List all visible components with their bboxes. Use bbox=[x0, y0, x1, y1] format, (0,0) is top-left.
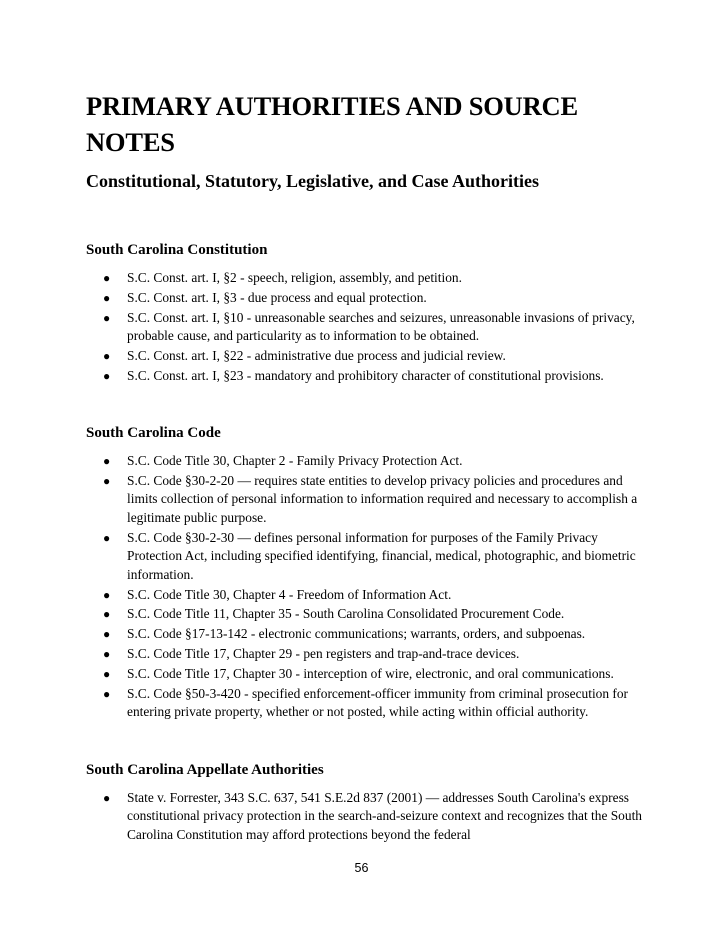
list-item-text: State v. Forrester, 343 S.C. 637, 541 S.E.2d 837 (2001) — addresses South Carolina's express constitutional privacy protection in the search-and-seizure context and recognizes that the South Carolina Constitution may afford protections beyond the federal bbox=[127, 789, 642, 842]
section-sc-appellate-authorities bbox=[86, 760, 646, 845]
list-item bbox=[86, 586, 646, 605]
list-item-text: S.C. Const. art. I, §10 - unreasonable searches and seizures, unreasonable invasions of privacy, probable cause, and particularity as to information to be obtained. bbox=[127, 309, 635, 344]
bullet-icon: ● bbox=[103, 310, 111, 325]
section-sc-code bbox=[86, 423, 646, 721]
authority-list bbox=[86, 789, 646, 845]
list-item bbox=[86, 452, 646, 471]
bullet-icon: ● bbox=[103, 530, 111, 545]
bullet-icon: ● bbox=[103, 348, 111, 363]
list-item bbox=[86, 645, 646, 664]
bullet-icon: ● bbox=[103, 290, 111, 305]
list-item-text: S.C. Code §30-2-30 — defines personal information for purposes of the Family Privacy Protection Act, including specified identifying, financial, medical, photographic, and biometric information. bbox=[127, 529, 636, 582]
list-item bbox=[86, 625, 646, 644]
bullet-icon: ● bbox=[103, 790, 111, 805]
page-title: PRIMARY AUTHORITIES AND SOURCE NOTES bbox=[86, 91, 578, 157]
list-item-text: S.C. Code §50-3-420 - specified enforcement-officer immunity from criminal prosecution for entering private property, whether or not posted, while acting within official authority. bbox=[127, 685, 629, 720]
list-item bbox=[86, 269, 646, 288]
list-item-text: S.C. Const. art. I, §3 - due process and equal protection. bbox=[127, 289, 427, 305]
list-item bbox=[86, 789, 646, 845]
list-item bbox=[86, 605, 646, 624]
section-heading: South Carolina Constitution bbox=[86, 242, 268, 258]
list-item-text: S.C. Code Title 30, Chapter 2 - Family Privacy Protection Act. bbox=[127, 453, 463, 469]
list-item-text: S.C. Code Title 11, Chapter 35 - South Carolina Consolidated Procurement Code. bbox=[127, 606, 565, 622]
list-item-text: S.C. Code Title 30, Chapter 4 - Freedom of Information Act. bbox=[127, 586, 452, 602]
list-item-text: S.C. Const. art. I, §22 - administrative due process and judicial review. bbox=[127, 347, 506, 363]
list-item bbox=[86, 529, 646, 585]
list-item bbox=[86, 685, 646, 722]
bullet-icon: ● bbox=[103, 473, 111, 488]
list-item bbox=[86, 665, 646, 684]
list-item-text: S.C. Const. art. I, §23 - mandatory and prohibitory character of constitutional provisions. bbox=[127, 367, 604, 383]
authority-list bbox=[86, 452, 646, 721]
bullet-icon: ● bbox=[103, 454, 111, 469]
list-item bbox=[86, 309, 646, 346]
bullet-icon: ● bbox=[103, 646, 111, 661]
list-item bbox=[86, 367, 646, 386]
page-subtitle: Constitutional, Statutory, Legislative, and Case Authorities bbox=[86, 171, 540, 191]
list-item-text: S.C. Code §17-13-142 - electronic communications; warrants, orders, and subpoenas. bbox=[127, 626, 586, 642]
list-item-text: S.C. Code Title 17, Chapter 30 - interception of wire, electronic, and oral communications. bbox=[127, 665, 614, 681]
list-item-text: S.C. Const. art. I, §2 - speech, religion, assembly, and petition. bbox=[127, 270, 462, 285]
page-content bbox=[86, 88, 646, 845]
bullet-icon: ● bbox=[103, 627, 111, 642]
bullet-icon: ● bbox=[103, 607, 111, 622]
bullet-icon: ● bbox=[103, 587, 111, 602]
section-heading: South Carolina Code bbox=[86, 425, 221, 442]
list-item-text: S.C. Code §30-2-20 — requires state entities to develop privacy policies and procedures and limits collection of personal information to information required and necessary to accomplish a legitimate public purpose. bbox=[127, 472, 638, 525]
bullet-icon: ● bbox=[103, 686, 111, 701]
bullet-icon: ● bbox=[103, 271, 111, 285]
section-sc-constitution bbox=[86, 240, 646, 385]
bullet-icon: ● bbox=[103, 666, 111, 681]
list-item bbox=[86, 289, 646, 308]
list-item-text: S.C. Code Title 17, Chapter 29 - pen registers and trap-and-trace devices. bbox=[127, 645, 520, 661]
list-item bbox=[86, 472, 646, 528]
list-item bbox=[86, 347, 646, 366]
page-number: 56 bbox=[354, 861, 369, 875]
section-heading: South Carolina Appellate Authorities bbox=[86, 761, 324, 778]
authority-list bbox=[86, 269, 646, 385]
bullet-icon: ● bbox=[103, 368, 111, 383]
